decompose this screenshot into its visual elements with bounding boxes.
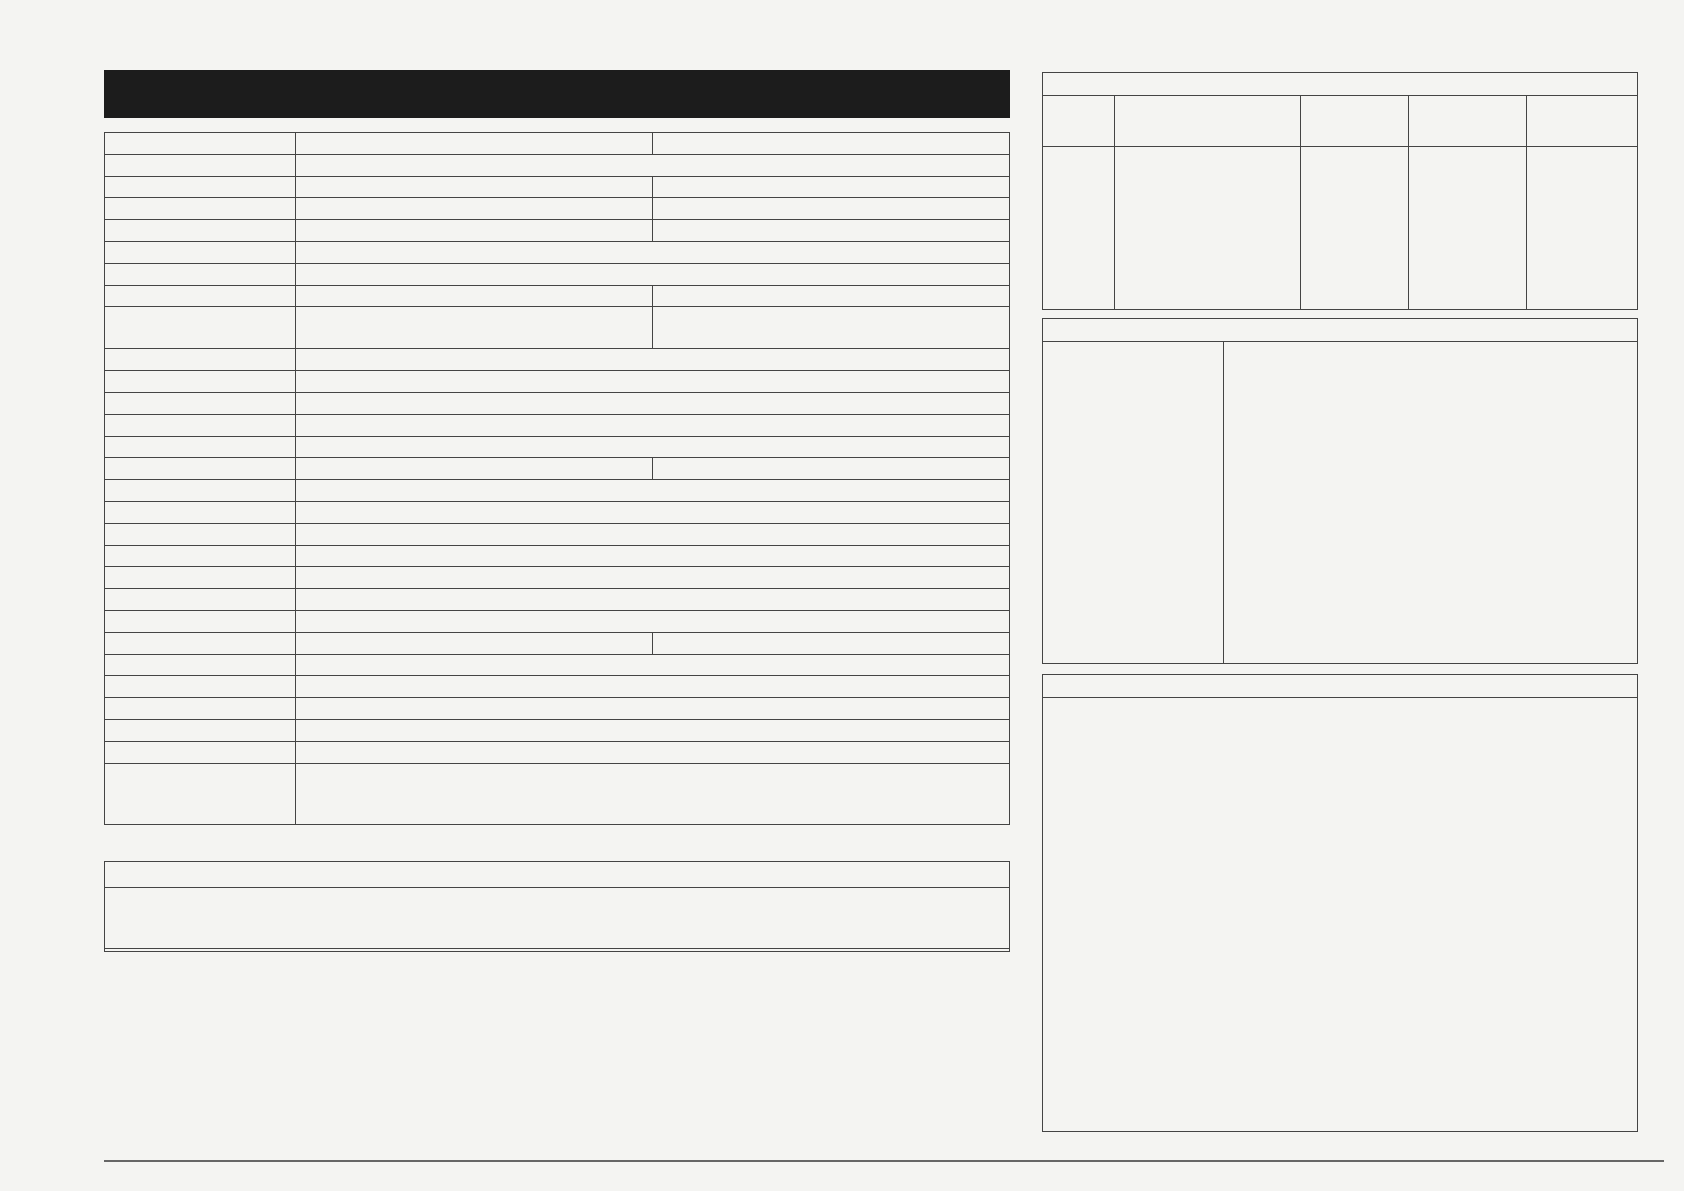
sprockets-col [1527,147,1637,309]
empty-header [105,888,1010,949]
table-row [105,285,1010,307]
value-620 [653,220,1010,242]
table-row [105,610,1010,632]
header-original [1301,96,1409,146]
row-label [105,176,296,198]
table-row [105,719,1010,741]
row-label [105,567,296,589]
table-row [105,436,1010,458]
value-620 [653,198,1010,220]
row-label [105,263,296,285]
value-400 [296,198,653,220]
page-title [104,70,1010,118]
row-label [105,307,296,349]
row-value [296,392,1010,414]
carburetor-section-title [104,861,1010,887]
table-row [105,307,1010,349]
gear-ratio-box [1042,72,1638,310]
table-row [105,198,1010,220]
row-label [105,133,296,155]
value-620 [653,176,1010,198]
carburetor-table [104,887,1010,952]
column-header-400 [296,133,653,155]
value-620 [653,458,1010,480]
row-label [105,741,296,763]
row-label [105,436,296,458]
table-row [105,763,1010,824]
row-label [105,654,296,676]
table-row [105,654,1010,676]
table-header-row [105,888,1010,949]
row-label [105,698,296,720]
value-620 [653,307,1010,349]
row-value [296,523,1010,545]
table-row [105,632,1010,654]
header-pinions [1409,96,1527,146]
header-primary [1043,96,1115,146]
table-row [105,154,1010,176]
table-row [105,414,1010,436]
row-label [105,458,296,480]
value-400 [296,458,653,480]
row-label [105,523,296,545]
table-row [105,567,1010,589]
primary-col [1043,147,1115,309]
value-400 [296,632,653,654]
row-value [296,545,1010,567]
row-label [105,501,296,523]
row-label [105,285,296,307]
table-row [105,241,1010,263]
table-row [105,458,1010,480]
header-ratios [1115,96,1301,146]
row-label [105,610,296,632]
table-row [105,698,1010,720]
gear-section-title [1043,73,1637,96]
row-value [296,154,1010,176]
table-row [105,523,1010,545]
value-400 [296,307,653,349]
torque-section-title [1043,675,1637,698]
row-value [296,567,1010,589]
row-label [105,220,296,242]
table-row [105,349,1010,371]
value-620 [653,285,1010,307]
row-label [105,545,296,567]
column-header-620 [653,133,1010,155]
value-620 [653,632,1010,654]
row-label [105,414,296,436]
original-col [1301,147,1409,309]
table-row [105,392,1010,414]
row-value [296,241,1010,263]
row-label [105,763,296,824]
pinions-col [1409,147,1527,309]
table-row [105,133,1010,155]
row-value [296,719,1010,741]
row-label [105,719,296,741]
row-label [105,480,296,502]
table-row [105,263,1010,285]
row-label [105,241,296,263]
row-value [296,414,1010,436]
row-value [296,741,1010,763]
row-labels [105,949,1010,952]
row-value [296,480,1010,502]
row-value [296,676,1010,698]
row-value [296,763,1010,824]
row-label [105,676,296,698]
row-label [105,154,296,176]
table-row [105,545,1010,567]
row-value [296,654,1010,676]
ratios-col [1115,147,1301,309]
row-label [105,349,296,371]
table-row [105,371,1010,393]
gear-header [1043,96,1637,147]
row-value [296,501,1010,523]
row-value [296,589,1010,611]
table-row [105,676,1010,698]
row-label [105,371,296,393]
table-row [105,741,1010,763]
table-row [105,220,1010,242]
value-400 [296,176,653,198]
tolerances-section-title [1043,319,1637,342]
tolerances-box [1042,318,1638,664]
torque-box [1042,674,1638,1132]
row-value [296,698,1010,720]
row-label [105,198,296,220]
header-sprockets [1527,96,1637,146]
row-value [296,349,1010,371]
row-label [105,589,296,611]
engine-specs-table [104,132,1010,825]
row-label [105,392,296,414]
table-row [105,480,1010,502]
row-value [296,371,1010,393]
table-row [105,949,1010,952]
footer-rule [104,1160,1664,1162]
row-value [296,610,1010,632]
row-value [296,263,1010,285]
column-divider [1223,341,1224,663]
table-row [105,501,1010,523]
table-row [105,589,1010,611]
table-row [105,176,1010,198]
value-400 [296,285,653,307]
value-400 [296,220,653,242]
row-value [296,436,1010,458]
row-label [105,632,296,654]
